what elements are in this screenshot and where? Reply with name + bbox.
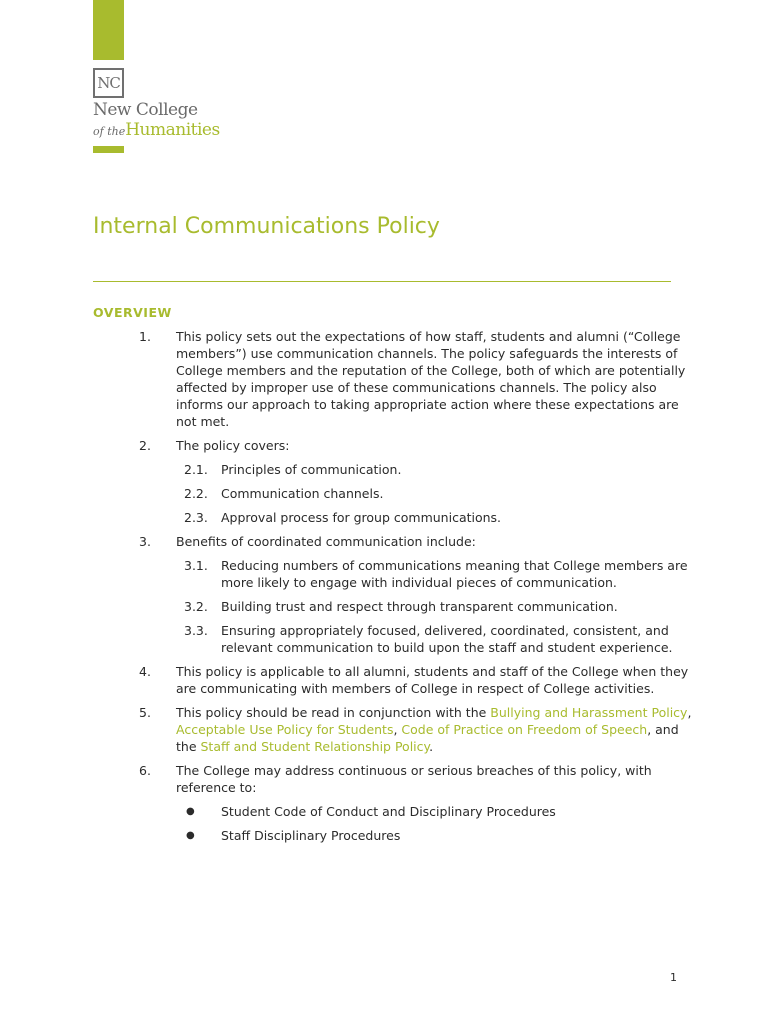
link-staff-student-relationship-policy[interactable]: Staff and Student Relationship Policy: [200, 739, 430, 754]
item-number: 6.: [139, 763, 151, 778]
logo-monogram: NC: [93, 68, 124, 98]
sub-list-item: [93, 557, 693, 591]
list-item: [93, 663, 693, 697]
logo-band: [93, 0, 124, 60]
item-number: 3.: [139, 534, 151, 549]
sub-list-item: [93, 509, 693, 526]
item-number: 2.2.: [184, 486, 208, 501]
bullet-icon: ●: [186, 830, 195, 841]
text-run: ,: [393, 722, 402, 737]
text-run: , and the: [176, 722, 679, 754]
item-number: 3.2.: [184, 599, 208, 614]
item-text: The policy covers:: [176, 438, 290, 453]
item-text: Ensuring appropriately focused, delivered, coordinated, consistent, and relevant communication to build upon the staff and student experience.: [221, 623, 673, 655]
item-text: Student Code of Conduct and Disciplinary Procedures: [221, 804, 556, 819]
link-bullying-harassment-policy[interactable]: Bullying and Harassment Policy: [490, 705, 688, 720]
link-acceptable-use-policy[interactable]: Acceptable Use Policy for Students: [176, 722, 394, 737]
bullet-item: [93, 803, 693, 820]
title-rule: [93, 281, 671, 282]
text-run: .: [429, 739, 434, 754]
section-heading-overview: OVERVIEW: [93, 305, 172, 320]
item-number: 4.: [139, 664, 151, 679]
sub-list-item: [93, 485, 693, 502]
bullet-item: [93, 827, 693, 844]
item-text: Communication channels.: [221, 486, 384, 501]
logo-name-line2: [93, 120, 220, 140]
text-run: This policy should be read in conjunction with the: [176, 705, 491, 720]
list-item: [93, 328, 693, 430]
item-number: 1.: [139, 329, 151, 344]
item-text: Benefits of coordinated communication include:: [176, 534, 476, 549]
bullet-icon: ●: [186, 806, 195, 817]
link-code-of-practice-freedom-of-speech[interactable]: Code of Practice on Freedom of Speech: [401, 722, 648, 737]
item-text: Principles of communication.: [221, 462, 402, 477]
item-number: 5.: [139, 705, 151, 720]
logo-bar: [93, 146, 124, 153]
item-number: 2.: [139, 438, 151, 453]
logo-name-line1: New College: [93, 100, 198, 120]
policy-body: [93, 328, 693, 851]
list-item: [93, 533, 693, 550]
item-text: Approval process for group communications.: [221, 510, 502, 525]
sub-list-item: [93, 461, 693, 478]
item-text: Building trust and respect through transparent communication.: [221, 599, 618, 614]
document-title: Internal Communications Policy: [93, 214, 440, 239]
item-number: 3.3.: [184, 623, 208, 638]
logo-of-the: of the: [93, 125, 126, 138]
sub-list-item: [93, 598, 693, 615]
text-run: ,: [687, 705, 692, 720]
item-text: Reducing numbers of communications meaning that College members are more likely to engage with individual pieces of communication.: [221, 558, 688, 590]
item-number: 3.1.: [184, 558, 208, 573]
item-number: 2.3.: [184, 510, 208, 525]
list-item: [93, 762, 693, 796]
list-item: [93, 704, 693, 755]
item-text: This policy sets out the expectations of how staff, students and alumni (“College members”) use communication channels. The policy safeguards the interests of College members and the reputation of the College, both of which are potentially affected by improper use of these communications channels. The policy also informs our approach to taking appropriate action where these expectations are not met.: [176, 329, 686, 429]
item-text: This policy is applicable to all alumni, students and staff of the College when they are communicating with members of College in respect of College activities.: [176, 664, 689, 696]
logo-humanities: Humanities: [125, 120, 220, 140]
sub-list-item: [93, 622, 693, 656]
item-text: Staff Disciplinary Procedures: [221, 828, 401, 843]
item-number: 2.1.: [184, 462, 208, 477]
page-number: 1: [670, 971, 677, 984]
list-item: [93, 437, 693, 454]
item-text: The College may address continuous or serious breaches of this policy, with reference to:: [176, 763, 652, 795]
item-text: [176, 705, 691, 754]
